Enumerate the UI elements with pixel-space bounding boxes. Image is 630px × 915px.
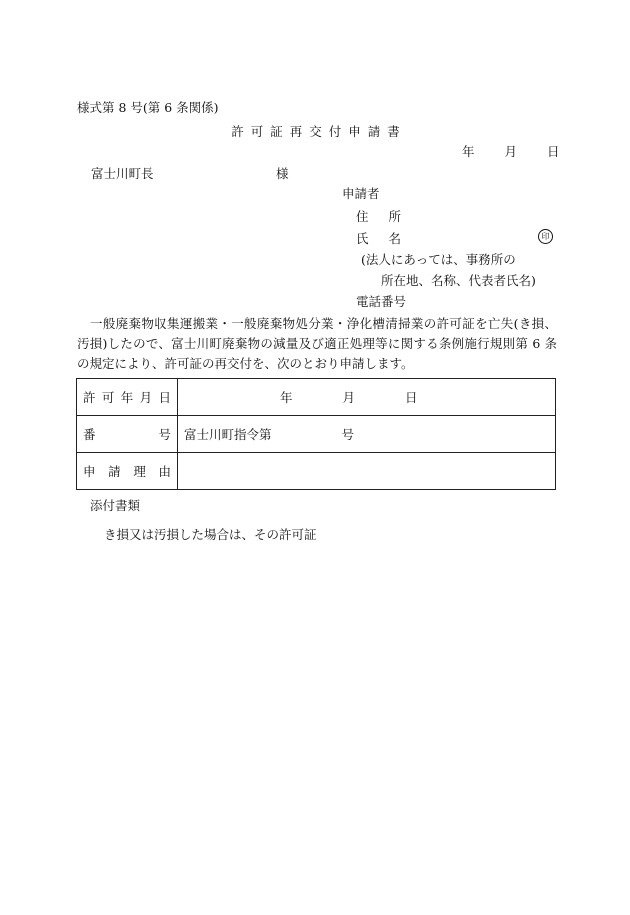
permit-date-month: 月 <box>342 390 356 405</box>
name-label: 氏名 <box>356 231 422 246</box>
address-label: 住所 <box>356 209 422 224</box>
reason-label: 申請理由 <box>83 464 171 479</box>
addressee: 富士川町長 <box>91 166 154 181</box>
permit-date-label-cell <box>77 379 178 416</box>
document-title: 許可証再交付申請書 <box>231 124 407 139</box>
application-statement: 一般廃棄物収集運搬業・一般廃棄物処分業・浄化槽清掃業の許可証を亡失(き損、汚損)したので、富士川町廃棄物の減量及び適正処理等に関する条例施行規則第 6 条の規定により、許可証の再交付を、次のとおり申請します。 <box>77 316 557 371</box>
reason-field[interactable] <box>178 453 556 490</box>
permit-date-label: 許可年月日 <box>83 390 171 405</box>
permit-date-field[interactable] <box>178 379 556 416</box>
number-label-2: 号 <box>158 427 171 442</box>
corporate-note-line2: 所在地、名称、代表者氏名) <box>381 273 536 288</box>
date-month-unit: 月 <box>504 144 518 159</box>
honorific: 様 <box>276 166 289 181</box>
form-number: 様式第 8 号(第 6 条関係) <box>77 100 219 115</box>
application-table <box>76 378 556 490</box>
seal-icon: 印 <box>538 229 553 244</box>
permit-date-day: 日 <box>405 390 418 405</box>
reason-label-cell <box>77 453 178 490</box>
corporate-note-line1: (法人にあっては、事務所の <box>361 252 516 267</box>
number-prefix: 富士川町指令第 <box>184 427 272 442</box>
application-date <box>462 144 560 160</box>
attachments-label: 添付書類 <box>90 498 141 513</box>
attachment-item: き損又は汚損した場合は、その許可証 <box>104 527 317 542</box>
date-year-unit: 年 <box>462 144 475 159</box>
permit-date-year: 年 <box>280 390 293 405</box>
date-day-unit: 日 <box>547 144 560 159</box>
table-row <box>77 416 556 453</box>
number-label-1: 番 <box>83 427 96 442</box>
number-suffix: 号 <box>341 427 355 442</box>
permit-number-field[interactable] <box>178 416 556 453</box>
applicant-heading: 申請者 <box>342 186 380 201</box>
table-row <box>77 453 556 490</box>
phone-label: 電話番号 <box>356 294 407 309</box>
number-label-cell <box>77 416 178 453</box>
table-row <box>77 379 556 416</box>
